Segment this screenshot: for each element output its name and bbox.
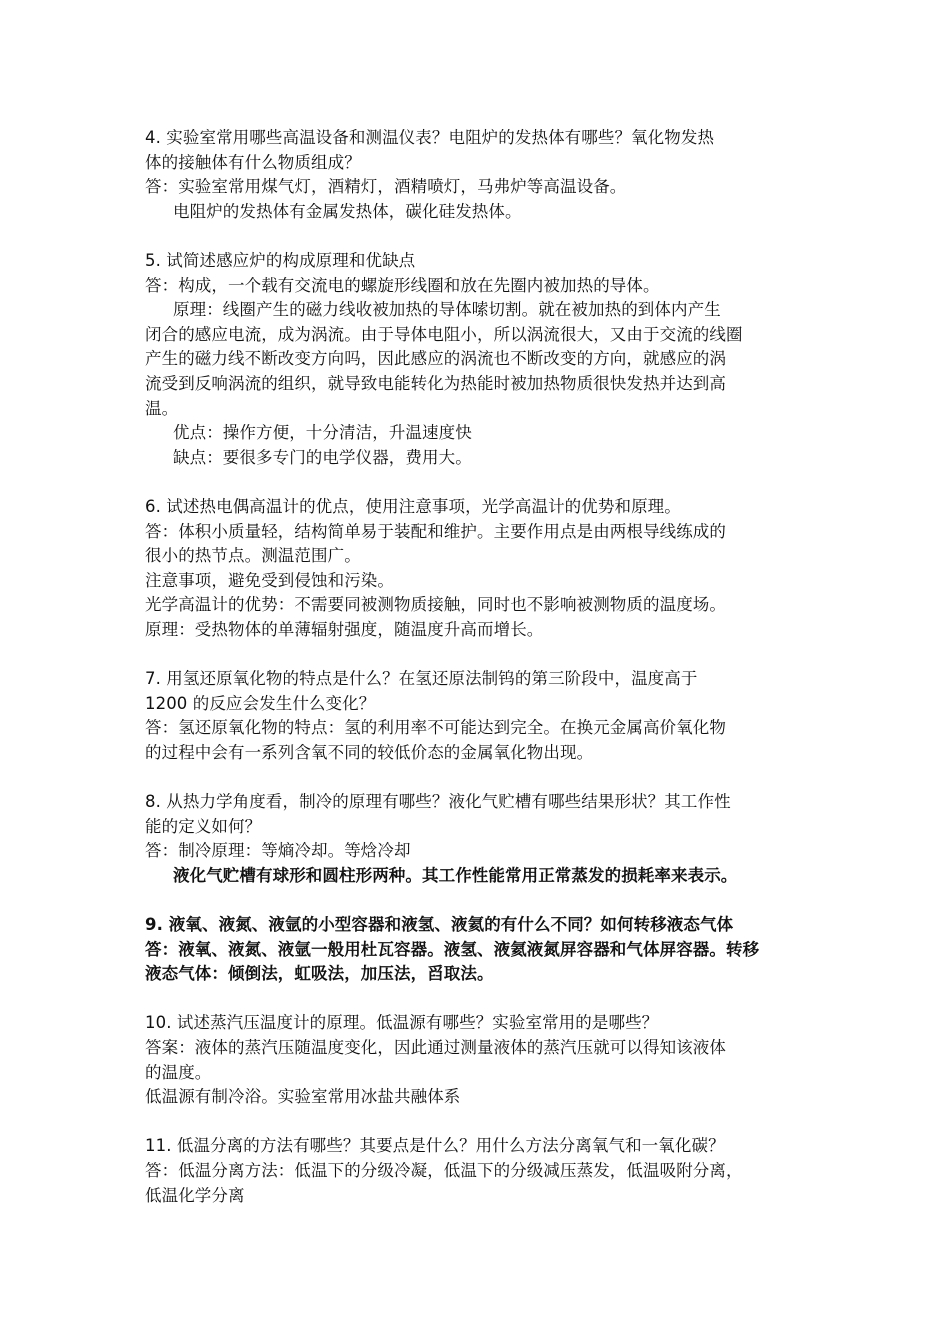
question-text: 7. 用氢还原氧化物的特点是什么？在氢还原法制钨的第三阶段中，温度高于 [145, 669, 698, 689]
spacer [145, 224, 825, 249]
answer-text: 流受到反响涡流的组织，就导致电能转化为热能时被加热物质很快发热并达到高 [145, 373, 726, 393]
question-text: 5. 试简述感应炉的构成原理和优缺点 [145, 250, 416, 270]
answer-text: 温。 [145, 398, 179, 418]
spacer [145, 642, 825, 667]
answer-text: 优点：操作方便，十分清洁，升温速度快 [173, 423, 472, 443]
answer-text: 答：制冷原理：等熵冷却。等焓冷却 [145, 841, 411, 861]
answer-text: 答案：液体的蒸汽压随温度变化，因此通过测量液体的蒸汽压就可以得知该液体 [145, 1037, 726, 1057]
answer-text: 光学高温计的优势：不需要同被测物质接触，同时也不影响被测物质的温度场。 [145, 595, 726, 615]
question-10 [145, 1011, 825, 1109]
spacer [145, 987, 825, 1012]
question-6 [145, 495, 825, 643]
question-9 [145, 913, 825, 987]
answer-text: 答：构成，一个载有交流电的螺旋形线圈和放在先圈内被加热的导体。 [145, 275, 660, 295]
answer-text: 液态气体：倾倒法，虹吸法，加压法，舀取法。 [145, 964, 494, 984]
answer-text: 原理：受热物体的单薄辐射强度，随温度升高而增长。 [145, 619, 544, 639]
answer-text: 很小的热节点。测温范围广。 [145, 546, 361, 566]
document-page [145, 126, 825, 1208]
question-5 [145, 249, 825, 470]
spacer [145, 1110, 825, 1135]
answer-text: 答：实验室常用煤气灯，酒精灯，酒精喷灯，马弗炉等高温设备。 [145, 177, 627, 197]
answer-text: 答：低温分离方法：低温下的分级冷凝，低温下的分级减压蒸发，低温吸附分离， [145, 1160, 743, 1180]
answer-text: 的温度。 [145, 1062, 212, 1082]
answer-text: 答：液氧、液氮、液氩一般用杜瓦容器。液氢、液氦液氮屏容器和气体屏容器。转移 [145, 939, 760, 959]
spacer [145, 765, 825, 790]
question-8 [145, 790, 825, 888]
question-text: 10. 试述蒸汽压温度计的原理。低温源有哪些？实验室常用的是哪些？ [145, 1013, 659, 1033]
answer-text: 电阻炉的发热体有金属发热体，碳化硅发热体。 [173, 201, 522, 221]
answer-text: 的过程中会有一系列含氧不同的较低价态的金属氧化物出现。 [145, 742, 594, 762]
answer-text: 注意事项，避免受到侵蚀和污染。 [145, 570, 394, 590]
question-text: 6. 试述热电偶高温计的优点，使用注意事项，光学高温计的优势和原理。 [145, 496, 681, 516]
question-text: 8. 从热力学角度看，制冷的原理有哪些？液化气贮槽有哪些结果形状？其工作性 [145, 792, 731, 812]
answer-text: 缺点：要很多专门的电学仪器，费用大。 [173, 447, 472, 467]
question-text: 能的定义如何？ [145, 816, 262, 836]
answer-text: 低温源有制冷浴。实验室常用冰盐共融体系 [145, 1087, 461, 1107]
answer-text: 原理：线圈产生的磁力线收被加热的导体嗦切割。就在被加热的到体内产生 [173, 300, 721, 320]
spacer [145, 888, 825, 913]
question-11 [145, 1134, 825, 1208]
question-text: 11. 低温分离的方法有哪些？其要点是什么？用什么方法分离氧气和一氧化碳？ [145, 1136, 725, 1156]
answer-text: 答：体积小质量轻，结构简单易于装配和维护。主要作用点是由两根导线练成的 [145, 521, 726, 541]
question-text: 1200 的反应会发生什么变化？ [145, 693, 376, 713]
answer-text: 答：氢还原氧化物的特点：氢的利用率不可能达到完全。在换元金属高价氧化物 [145, 718, 726, 738]
question-7 [145, 667, 825, 765]
answer-text: 液化气贮槽有球形和圆柱形两种。其工作性能常用正常蒸发的损耗率来表示。 [173, 865, 738, 885]
question-text: 4. 实验室常用哪些高温设备和测温仪表？电阻炉的发热体有哪些？氧化物发热 [145, 128, 715, 147]
answer-text: 闭合的感应电流，成为涡流。由于导体电阻小，所以涡流很大，又由于交流的线圈 [145, 324, 743, 344]
question-4 [145, 126, 825, 224]
answer-text: 低温化学分离 [145, 1185, 245, 1205]
spacer [145, 470, 825, 495]
question-text: 体的接触体有什么物质组成？ [145, 152, 361, 172]
answer-text: 产生的磁力线不断改变方向吗，因此感应的涡流也不断改变的方向，就感应的涡 [145, 349, 726, 369]
question-text: 9. 液氧、液氮、液氩的小型容器和液氢、液氦的有什么不同？如何转移液态气体 [145, 915, 734, 934]
